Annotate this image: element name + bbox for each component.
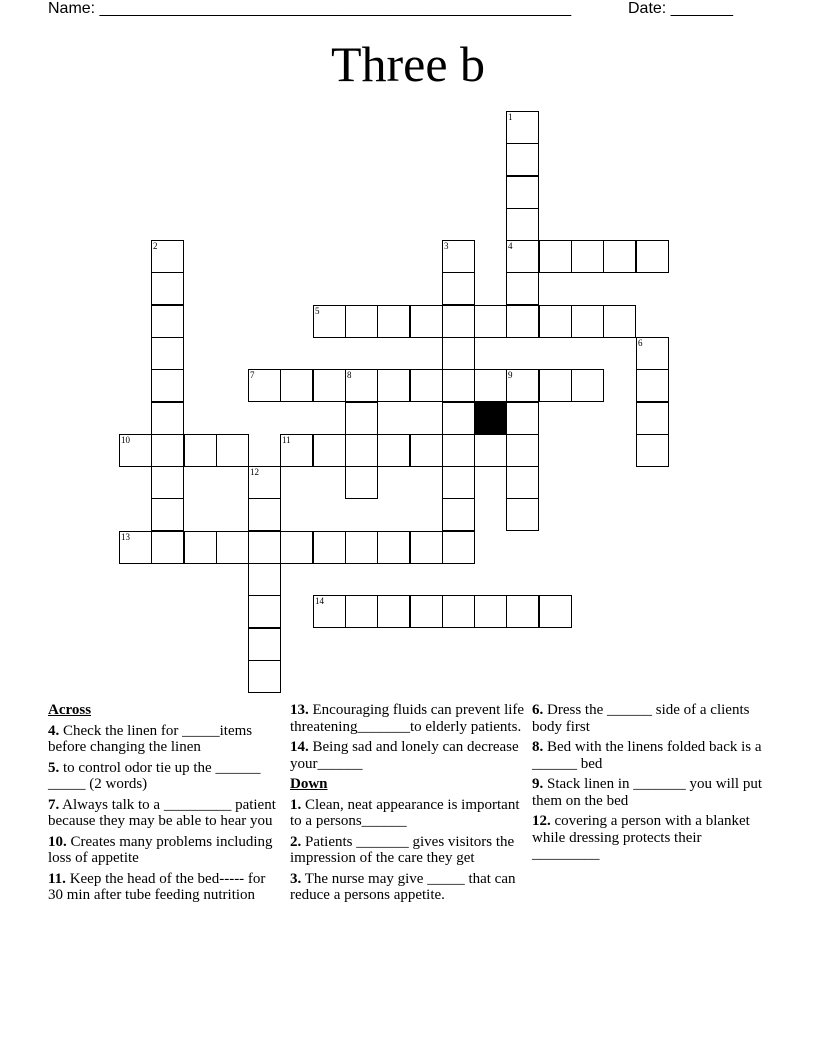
date-field[interactable]: Date: _______	[628, 0, 733, 17]
grid-cell[interactable]	[506, 369, 539, 402]
grid-cell[interactable]	[442, 305, 475, 338]
grid-cell[interactable]	[636, 434, 669, 467]
clue-number: 9.	[532, 776, 544, 792]
grid-cell[interactable]	[377, 595, 410, 628]
clue-number: 6.	[532, 702, 544, 718]
grid-cell[interactable]	[603, 240, 636, 273]
across-clue-13	[290, 702, 526, 735]
grid-cell[interactable]	[377, 531, 410, 564]
down-clue-1	[290, 797, 526, 830]
grid-cell[interactable]	[151, 337, 184, 370]
across-clue-14	[290, 739, 526, 772]
across-clue-10	[48, 834, 278, 867]
clue-text: Bed with the linens folded back is a ______ bed	[532, 739, 762, 772]
cell-number: 8	[347, 370, 352, 380]
grid-cell[interactable]	[313, 369, 346, 402]
grid-cell[interactable]	[506, 143, 539, 176]
grid-cell[interactable]	[442, 272, 475, 305]
across-clue-7	[48, 797, 278, 830]
clue-number: 7.	[48, 796, 60, 813]
cell-number: 12	[250, 467, 259, 477]
clue-number: 12.	[532, 813, 551, 829]
grid-cell[interactable]	[506, 434, 539, 467]
grid-cell[interactable]	[184, 531, 217, 564]
grid-cell[interactable]	[442, 531, 475, 564]
clue-text: Dress the ______ side of a clients body first	[532, 702, 750, 735]
cell-number: 6	[638, 338, 643, 348]
clues-column-1	[48, 702, 278, 908]
grid-cell[interactable]	[442, 595, 475, 628]
clue-text: Encouraging fluids can prevent life threatening_______to elderly patients.	[290, 702, 525, 735]
grid-cell[interactable]	[345, 531, 378, 564]
cell-number: 7	[250, 370, 255, 380]
clue-text: Always talk to a _________ patient because they may be able to hear you	[48, 796, 276, 829]
clue-text: Check the linen for _____items before changing the linen	[48, 722, 253, 755]
cell-number: 3	[444, 241, 449, 251]
cell-number: 4	[508, 241, 513, 251]
grid-cell[interactable]	[539, 305, 572, 338]
cell-number: 14	[315, 596, 324, 606]
grid-cell[interactable]	[571, 305, 604, 338]
down-clue-6	[532, 702, 764, 735]
grid-cell[interactable]	[506, 305, 539, 338]
grid-cell[interactable]	[151, 434, 184, 467]
grid-cell[interactable]	[410, 369, 443, 402]
down-clue-3	[290, 871, 526, 904]
clue-number: 3.	[290, 870, 302, 887]
grid-cell[interactable]	[345, 595, 378, 628]
grid-cell[interactable]	[151, 240, 184, 273]
cell-number: 13	[121, 532, 130, 542]
grid-cell[interactable]	[539, 369, 572, 402]
clue-text: Patients _______ gives visitors the impression of the care they get	[290, 833, 515, 866]
grid-cell[interactable]	[636, 402, 669, 435]
black-cell	[474, 402, 507, 435]
grid-cell[interactable]	[345, 369, 378, 402]
grid-cell[interactable]	[216, 531, 249, 564]
clue-number: 2.	[290, 833, 302, 850]
grid-cell[interactable]	[151, 466, 184, 499]
grid-cell[interactable]	[248, 660, 281, 693]
cell-number: 1	[508, 112, 513, 122]
grid-cell[interactable]	[248, 498, 281, 531]
grid-cell[interactable]	[280, 369, 313, 402]
grid-cell[interactable]	[151, 369, 184, 402]
cell-number: 11	[282, 435, 291, 445]
grid-cell[interactable]	[506, 208, 539, 241]
clue-number: 11.	[48, 870, 66, 887]
name-field[interactable]: Name: _____________________________________________________	[48, 0, 572, 17]
grid-cell[interactable]	[571, 240, 604, 273]
clues-column-3	[532, 702, 764, 867]
cell-number: 2	[153, 241, 158, 251]
across-clue-5	[48, 760, 278, 793]
grid-cell[interactable]	[539, 595, 572, 628]
grid-cell[interactable]	[506, 498, 539, 531]
grid-cell[interactable]	[151, 531, 184, 564]
grid-cell[interactable]	[442, 240, 475, 273]
grid-cell[interactable]	[410, 595, 443, 628]
clue-number: 1.	[290, 796, 302, 813]
grid-cell[interactable]	[313, 305, 346, 338]
grid-cell[interactable]	[636, 369, 669, 402]
clue-text: The nurse may give _____ that can reduce a persons appetite.	[290, 870, 516, 903]
grid-cell[interactable]	[474, 434, 507, 467]
grid-cell[interactable]	[151, 272, 184, 305]
grid-cell[interactable]	[636, 240, 669, 273]
grid-cell[interactable]	[506, 402, 539, 435]
grid-cell[interactable]	[345, 466, 378, 499]
cell-number: 10	[121, 435, 130, 445]
grid-cell[interactable]	[151, 402, 184, 435]
clue-number: 4.	[48, 722, 60, 739]
clue-text: covering a person with a blanket while dressing protects their _________	[532, 813, 750, 862]
grid-cell[interactable]	[313, 531, 346, 564]
grid-cell[interactable]	[474, 595, 507, 628]
grid-cell[interactable]	[410, 305, 443, 338]
grid-cell[interactable]	[151, 305, 184, 338]
clue-text: Being sad and lonely can decrease your______	[290, 739, 519, 772]
down-clue-8	[532, 739, 764, 772]
grid-cell[interactable]	[474, 305, 507, 338]
grid-cell[interactable]	[345, 305, 378, 338]
grid-cell[interactable]	[506, 466, 539, 499]
grid-cell[interactable]	[506, 272, 539, 305]
grid-cell[interactable]	[636, 337, 669, 370]
grid-cell[interactable]	[248, 563, 281, 596]
clue-number: 14.	[290, 739, 309, 755]
grid-cell[interactable]	[280, 434, 313, 467]
cell-number: 5	[315, 306, 320, 316]
grid-cell[interactable]	[410, 531, 443, 564]
grid-cell[interactable]	[119, 434, 152, 467]
down-clue-12	[532, 813, 764, 863]
grid-cell[interactable]	[506, 595, 539, 628]
grid-cell[interactable]	[442, 498, 475, 531]
down-clue-9	[532, 776, 764, 809]
grid-cell[interactable]	[539, 240, 572, 273]
clue-number: 10.	[48, 833, 67, 850]
grid-cell[interactable]	[506, 176, 539, 209]
grid-cell[interactable]	[506, 240, 539, 273]
clue-text: Clean, neat appearance is important to a persons______	[290, 796, 520, 829]
grid-cell[interactable]	[571, 369, 604, 402]
puzzle-title: Three b	[330, 36, 486, 92]
clue-number: 8.	[532, 739, 544, 755]
cell-number: 9	[508, 370, 513, 380]
grid-cell[interactable]	[474, 369, 507, 402]
grid-cell[interactable]	[313, 434, 346, 467]
across-heading: Across	[48, 702, 92, 718]
grid-cell[interactable]	[216, 434, 249, 467]
grid-cell[interactable]	[506, 111, 539, 144]
grid-cell[interactable]	[248, 595, 281, 628]
grid-cell[interactable]	[377, 305, 410, 338]
grid-cell[interactable]	[119, 531, 152, 564]
across-clue-11	[48, 871, 278, 904]
clue-number: 13.	[290, 702, 309, 718]
grid-cell[interactable]	[248, 466, 281, 499]
clue-text: Stack linen in _______ you will put them on the bed	[532, 776, 762, 809]
clue-text: to control odor tie up the ______ _____ (2 words)	[48, 759, 261, 792]
grid-cell[interactable]	[442, 337, 475, 370]
grid-cell[interactable]	[442, 466, 475, 499]
grid-cell[interactable]	[345, 402, 378, 435]
down-heading: Down	[290, 776, 328, 792]
clue-text: Keep the head of the bed----- for 30 min after tube feeding nutrition	[48, 870, 266, 903]
grid-cell[interactable]	[313, 595, 346, 628]
grid-cell[interactable]	[184, 434, 217, 467]
grid-cell[interactable]	[603, 305, 636, 338]
clue-number: 5.	[48, 759, 60, 776]
grid-cell[interactable]	[248, 369, 281, 402]
grid-cell[interactable]	[248, 628, 281, 661]
grid-cell[interactable]	[410, 434, 443, 467]
grid-cell[interactable]	[248, 531, 281, 564]
grid-cell[interactable]	[442, 369, 475, 402]
grid-cell[interactable]	[377, 434, 410, 467]
clue-text: Creates many problems including loss of appetite	[48, 833, 273, 866]
down-clue-2	[290, 834, 526, 867]
grid-cell[interactable]	[151, 498, 184, 531]
grid-cell[interactable]	[280, 531, 313, 564]
grid-cell[interactable]	[345, 434, 378, 467]
across-clue-4	[48, 723, 278, 756]
grid-cell[interactable]	[442, 402, 475, 435]
clues-column-2	[290, 702, 526, 908]
grid-cell[interactable]	[442, 434, 475, 467]
grid-cell[interactable]	[377, 369, 410, 402]
